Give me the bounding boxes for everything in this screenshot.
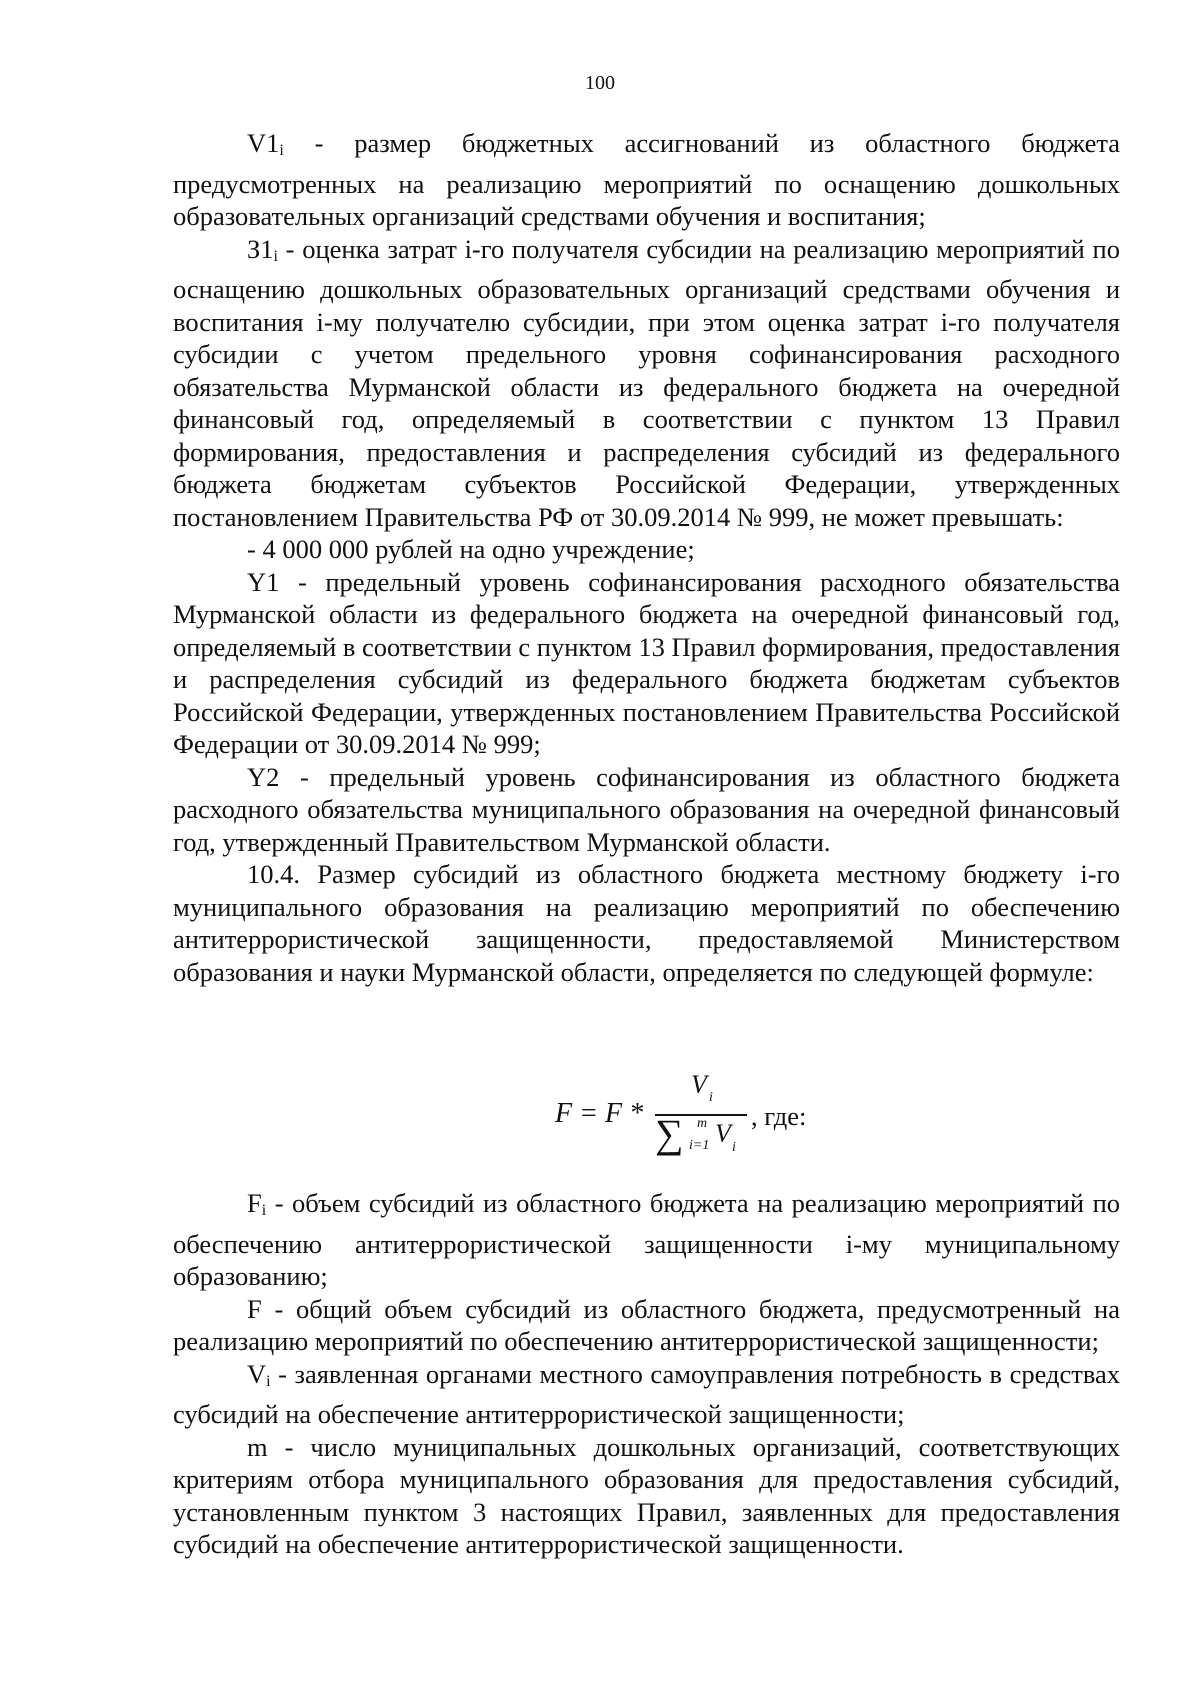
paragraph-z1-definition — [173, 233, 1120, 534]
formula-denominator-var: V — [715, 1119, 731, 1148]
formula-denominator-subscript: i — [732, 1140, 736, 1155]
paragraph-text: - оценка затрат i-го получателя субсидии на реализацию мероприятий по оснащению дошкольных образовательных организаций средствами обучения и воспитания i-му получателю субсидии, при этом оценка затрат i-го получателя субсидии с учетом предельного уровня софинансирования расходного обязательства Мурманской области из федерального бюджета на очередной финансовый год, определяемый в соответствии с пунктом 13 Правил формирования, предоставления и распределения субсидий из федерального бюджета бюджетам субъектов Российской Федерации, утвержденных постановлением Правительства РФ от 30.09.2014 № 999, не может превышать: — [173, 233, 1120, 532]
formula-tail: , где: — [751, 1101, 807, 1131]
paragraph-v1-definition — [173, 127, 1120, 233]
paragraph-y1-definition — [173, 566, 1120, 761]
symbol: З1 — [247, 233, 274, 264]
formula-numerator-subscript: i — [709, 1090, 713, 1105]
symbol-subscript: i — [273, 247, 278, 265]
formula-numerator: V — [691, 1070, 707, 1099]
symbol-subscript: i — [261, 1202, 267, 1219]
symbol: V — [247, 1358, 267, 1389]
sum-upper-limit: m — [697, 1116, 708, 1131]
sum-sign: ∑ — [655, 1111, 684, 1156]
paragraph-m-definition — [173, 1431, 1120, 1561]
paragraph-text: - 4 000 000 рублей на одно учреждение; — [247, 534, 695, 564]
paragraph-fi-definition — [173, 1187, 1120, 1293]
symbol-subscript: i — [266, 1372, 271, 1390]
paragraph-f-definition — [173, 1293, 1120, 1358]
symbol: F — [247, 1188, 262, 1218]
paragraph-text: - объем субсидий из областного бюджета на реализацию мероприятий по обеспечению антитеррористической защищенности i-му муниципальному образованию; — [173, 1188, 1120, 1291]
paragraph-vi-definition — [173, 1358, 1120, 1431]
symbol-subscript: i — [279, 142, 284, 159]
paragraph-y2-definition — [173, 761, 1120, 859]
text-block-top — [173, 127, 1120, 988]
paragraph-10-4 — [173, 858, 1120, 988]
paragraph-limit — [173, 533, 1120, 566]
subsidy-formula — [555, 1070, 875, 1170]
paragraph-text: 10.4. Размер субсидий из областного бюджета местному бюджету i-го муниципального образования на реализацию мероприятий по обеспечению антитеррористической защищенности, предоставляемой Министерством образования и науки Мурманской области, определяется по следующей формуле: — [173, 859, 1120, 987]
paragraph-text: Y1 - предельный уровень софинансирования расходного обязательства Мурманской области из федерального бюджета на очередной финансовый год, определяемый в соответствии с пунктом 13 Правил формирования, предоставления и распределения субсидий из федерального бюджета бюджетам субъектов Российской Федерации, утвержденных постановлением Правительства Российской Федерации от 30.09.2014 № 999; — [173, 566, 1120, 759]
page-number: 100 — [585, 72, 615, 94]
paragraph-text: F - общий объем субсидий из областного бюджета, предусмотренный на реализацию мероприятий по обеспечению антитеррористической защищенности; — [173, 1293, 1120, 1356]
paragraph-text: - заявленная органами местного самоуправления потребность в средствах субсидий на обеспечение антитеррористической защищенности; — [173, 1358, 1120, 1429]
sum-lower-limit: i=1 — [689, 1138, 710, 1153]
paragraph-text: - размер бюджетных ассигнований из областного бюджета предусмотренных на реализацию мероприятий по оснащению дошкольных образовательных организаций средствами обучения и воспитания; — [173, 128, 1120, 231]
text-block-bottom — [173, 1187, 1120, 1561]
paragraph-text: m - число муниципальных дошкольных организаций, соответствующих критериям отбора муниципального образования для предоставления субсидий, установленным пунктом 3 настоящих Правил, заявленных для предоставления субсидий на обеспечение антитеррористической защищенности. — [173, 1431, 1120, 1559]
symbol: V1 — [247, 128, 280, 158]
formula-lhs: F = F * — [555, 1098, 644, 1129]
paragraph-text: Y2 - предельный уровень софинансирования из областного бюджета расходного обязательства муниципального образования на очередной финансовый год, утвержденный Правительством Мурманской области. — [173, 761, 1120, 857]
